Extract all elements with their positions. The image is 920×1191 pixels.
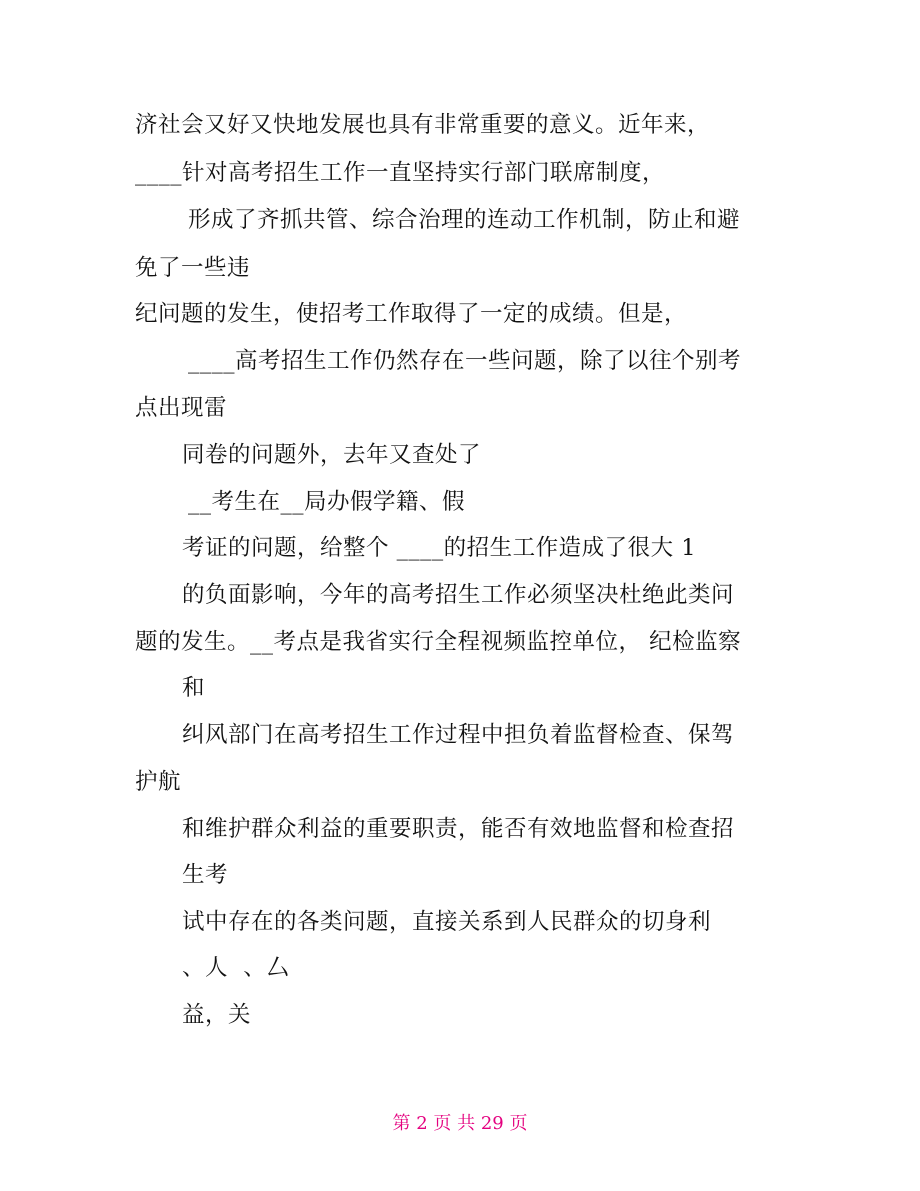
body-text-line: 益，关 xyxy=(182,1002,252,1028)
body-text-line: __考生在__局办假学籍、假 xyxy=(188,489,466,515)
body-text-line: 同卷的问题外，去年又查处了 xyxy=(182,442,482,468)
body-text-line: ____高考招生工作仍然存在一些问题，除了以往个别考 xyxy=(188,348,742,374)
body-text-line: 和 xyxy=(182,675,206,701)
body-text-line: 济社会又好又快地发展也具有非常重要的意义。近年来， xyxy=(135,112,711,138)
body-text-line: 形成了齐抓共管、综合治理的连动工作机制，防止和避 xyxy=(188,207,741,233)
body-text-line: 试中存在的各类问题，直接关系到人民群众的切身利 xyxy=(182,909,712,935)
body-text-line: 点出现雷 xyxy=(135,395,228,421)
body-text-line: 护航 xyxy=(135,769,182,795)
body-text-line: 纠风部门在高考招生工作过程中担负着监督检查、保驾 xyxy=(182,722,735,748)
body-text-line: 考证的问题，给整个 ____的招生工作造成了很大 1 xyxy=(182,535,697,561)
body-text-line: 纪问题的发生，使招考工作取得了一定的成绩。但是， xyxy=(135,301,688,327)
body-text-line: 、人 、厶 xyxy=(182,955,290,981)
body-text-line: 生考 xyxy=(182,862,229,888)
body-text-line: 的负面影响，今年的高考招生工作必须坚决杜绝此类问 xyxy=(182,582,735,608)
body-text-line: 和维护群众利益的重要职责，能否有效地监督和检查招 xyxy=(182,816,735,842)
body-text-line: 题的发生。__考点是我省实行全程视频监控单位， 纪检监察 xyxy=(135,629,742,655)
body-text-line: 免了一些违 xyxy=(135,255,251,281)
page-number-footer: 第 2 页 共 29 页 xyxy=(392,1113,528,1134)
body-text-line: ____针对高考招生工作一直坚持实行部门联席制度， xyxy=(135,160,666,186)
